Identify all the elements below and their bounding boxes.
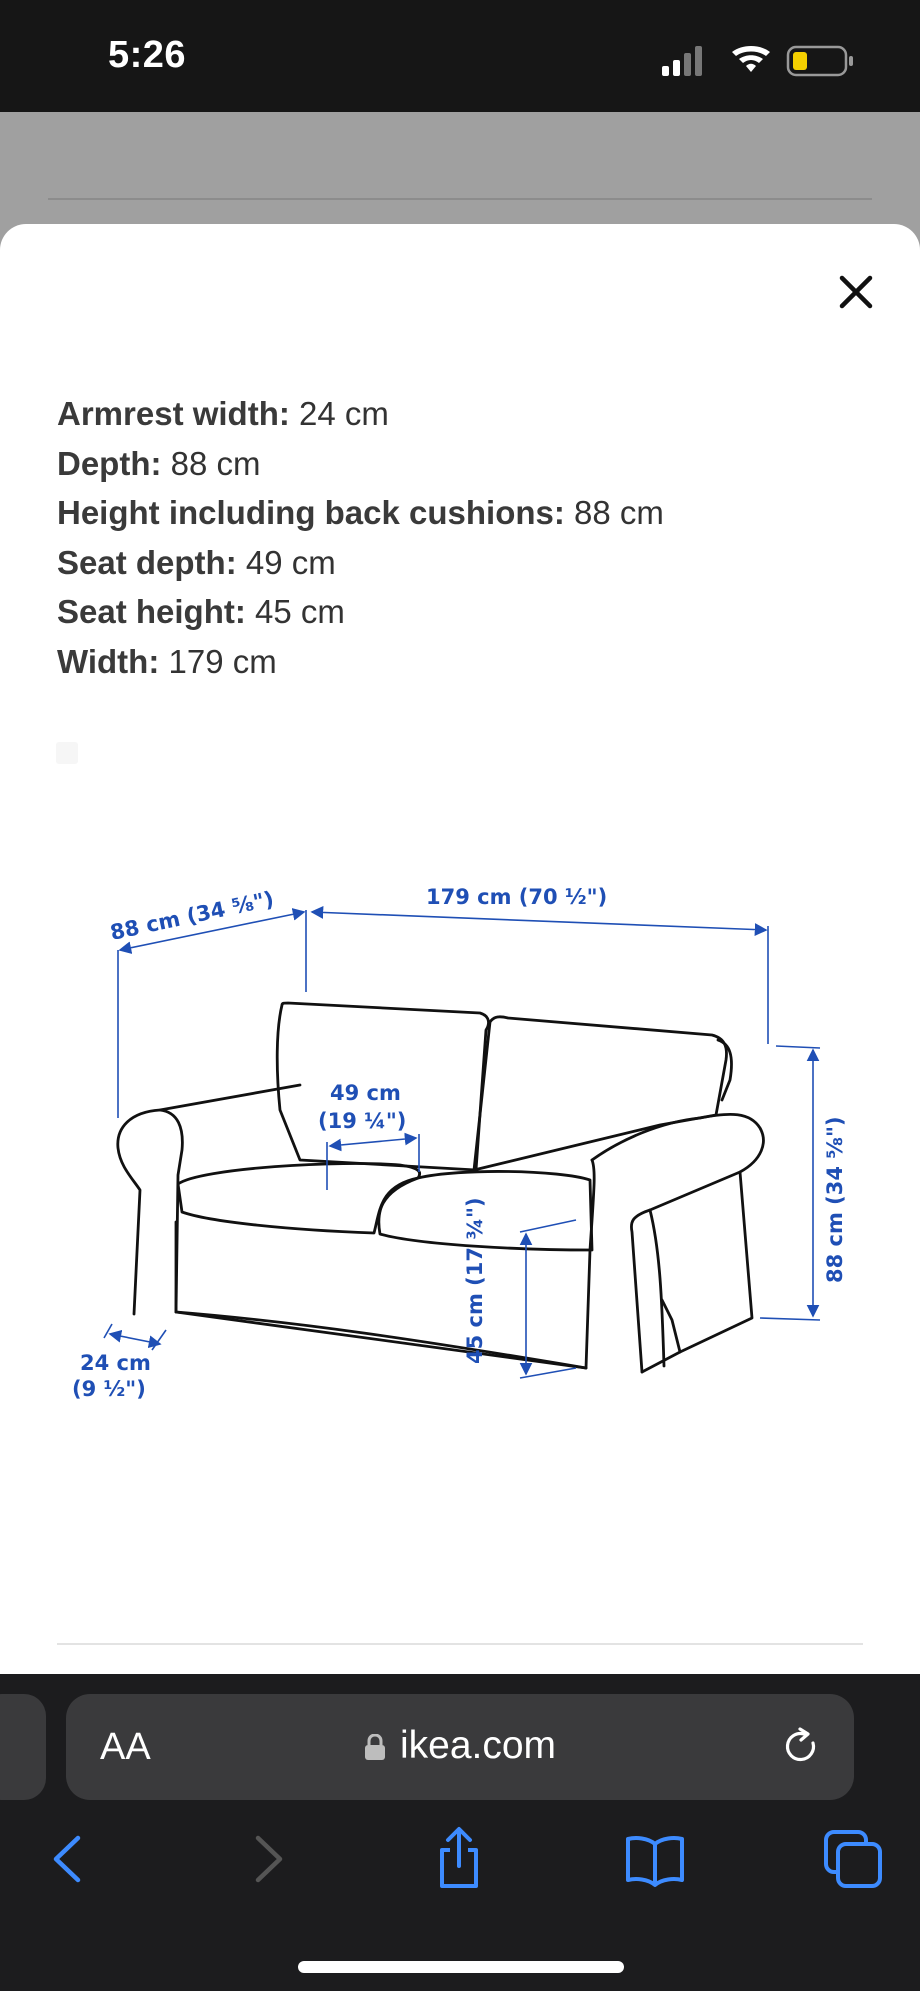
battery-icon	[788, 47, 853, 75]
seat-height-dimension-label: 45 cm (17 ¾")	[463, 1197, 487, 1364]
status-time: 5:26	[108, 34, 187, 76]
dimension-row-depth: Depth: 88 cm	[57, 444, 261, 482]
chevron-right-icon[interactable]	[232, 1824, 302, 1894]
lock-icon	[364, 1734, 386, 1760]
armrest-width-label-cm: 24 cm	[80, 1351, 151, 1375]
address-bar[interactable]	[66, 1694, 854, 1800]
depth-dimension-label: 88 cm (34 ⅝")	[108, 886, 276, 945]
chevron-left-icon[interactable]	[34, 1824, 104, 1894]
home-indicator	[298, 1961, 624, 1973]
sofa-dimension-diagram	[0, 844, 920, 1674]
url-display[interactable]	[66, 1724, 854, 1768]
seat-depth-label-in: (19 ¼")	[318, 1109, 407, 1133]
sofa-drawing	[118, 1003, 764, 1372]
dimensions-sheet	[0, 224, 920, 1674]
share-icon[interactable]	[424, 1824, 494, 1894]
previous-tab-peek[interactable]	[0, 1694, 46, 1800]
browser-toolbar	[0, 1824, 920, 1914]
url-text: ikea.com	[399, 1724, 557, 1767]
dimensions-list	[57, 389, 664, 686]
status-icons	[662, 44, 858, 78]
reload-icon[interactable]	[782, 1727, 822, 1767]
dimension-lines	[104, 910, 820, 1378]
dimension-row-seat-depth: Seat depth: 49 cm	[57, 543, 336, 581]
armrest-width-label-in: (9 ½")	[72, 1377, 146, 1401]
cellular-signal-icon	[662, 46, 702, 76]
browser-chrome	[0, 1674, 920, 1991]
image-placeholder	[56, 742, 78, 764]
close-icon[interactable]	[828, 264, 884, 320]
tabs-icon[interactable]	[818, 1824, 888, 1894]
dimension-row-height: Height including back cushions: 88 cm	[57, 494, 664, 531]
status-bar	[0, 0, 920, 112]
height-dimension-label: 88 cm (34 ⅝")	[823, 1116, 847, 1283]
divider	[48, 198, 872, 200]
dimension-row-armrest-width: Armrest width: 24 cm	[57, 395, 389, 432]
dimension-row-width: Width: 179 cm	[57, 642, 277, 680]
text-size-button[interactable]: AA	[100, 1726, 151, 1768]
divider	[57, 1643, 863, 1645]
seat-depth-label-cm: 49 cm	[330, 1081, 401, 1105]
width-dimension-label: 179 cm (70 ½")	[426, 885, 608, 909]
book-icon[interactable]	[620, 1824, 690, 1894]
wifi-icon	[732, 46, 770, 72]
dimension-row-seat-height: Seat height: 45 cm	[57, 593, 345, 630]
